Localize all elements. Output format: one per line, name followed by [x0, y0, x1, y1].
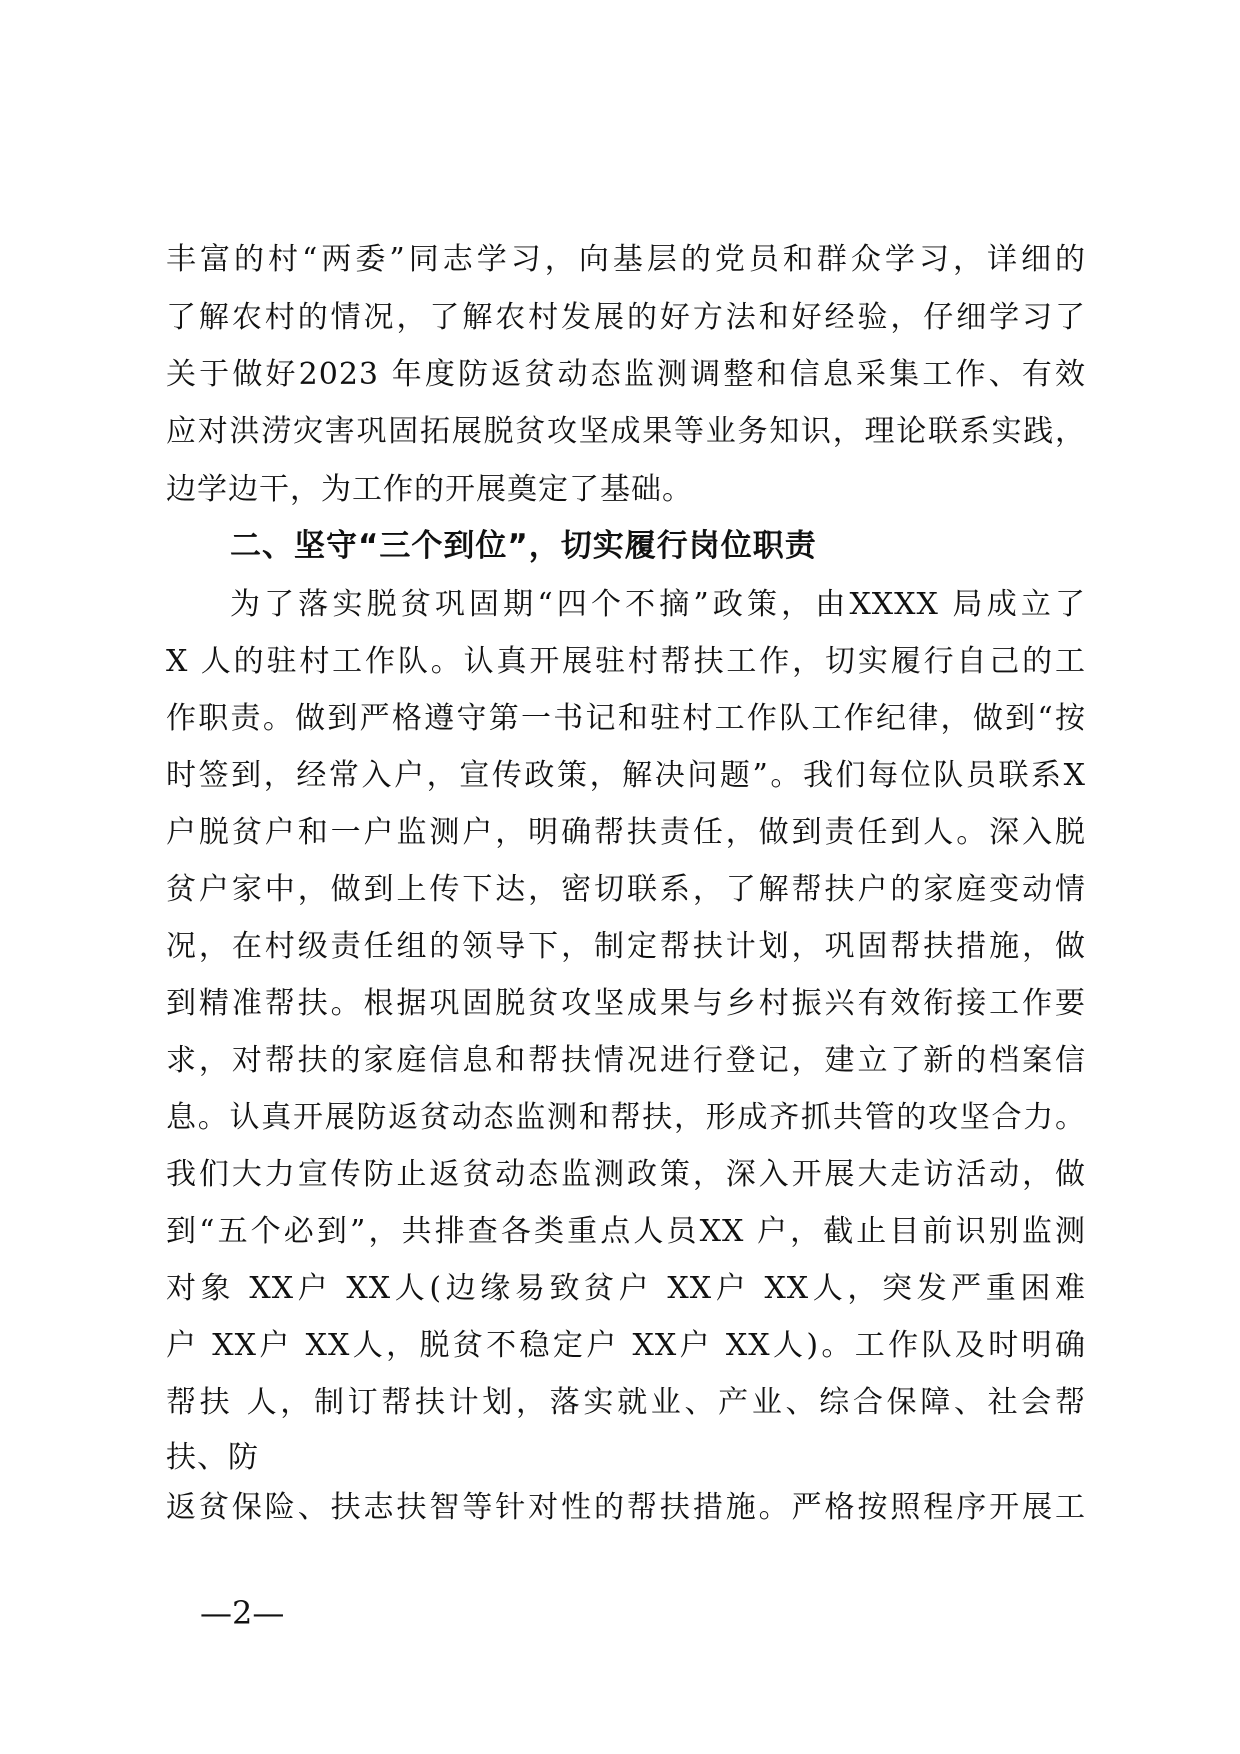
paragraph-line: 求，对帮扶的家庭信息和帮扶情况进行登记，建立了新的档案信 [166, 1043, 1086, 1078]
paragraph-line: 应对洪涝灾害巩固拓展脱贫攻坚成果等业务知识，理论联系实践， [166, 414, 1086, 449]
paragraph-line: 况，在村级责任组的领导下，制定帮扶计划，巩固帮扶措施，做 [166, 929, 1086, 964]
paragraph-line: 帮扶 人，制订帮扶计划，落实就业、产业、综合保障、社会帮 [166, 1385, 1086, 1420]
paragraph-line: 边学边干，为工作的开展奠定了基础。 [166, 472, 693, 507]
paragraph-line: 返贫保险、扶志扶智等针对性的帮扶措施。严格按照程序开展工 [166, 1490, 1086, 1525]
paragraph-line: 我们大力宣传防止返贫动态监测政策，深入开展大走访活动，做 [166, 1157, 1086, 1192]
paragraph-line: 为了落实脱贫巩固期“四个不摘”政策，由XXXX 局成立了 [230, 587, 1086, 622]
paragraph-line: 户脱贫户和一户监测户，明确帮扶责任，做到责任到人。深入脱 [166, 815, 1086, 850]
paragraph-line: 息。认真开展防返贫动态监测和帮扶，形成齐抓共管的攻坚合力。 [166, 1100, 1086, 1135]
paragraph-line: 户 XX户 XX人，脱贫不稳定户 XX户 XX人)。工作队及时明确 [166, 1328, 1086, 1363]
paragraph-line: 贫户家中，做到上传下达，密切联系，了解帮扶户的家庭变动情 [166, 872, 1086, 907]
paragraph-line: 到精准帮扶。根据巩固脱贫攻坚成果与乡村振兴有效衔接工作要 [166, 986, 1086, 1021]
paragraph-line: 丰富的村“两委”同志学习，向基层的党员和群众学习，详细的 [166, 242, 1086, 277]
paragraph-line: 了解农村的情况，了解农村发展的好方法和好经验，仔细学习了 [166, 300, 1086, 335]
section-heading: 二、坚守“三个到位”，切实履行岗位职责 [230, 528, 817, 564]
paragraph-line: 扶、防 [166, 1440, 259, 1475]
paragraph-line: X 人的驻村工作队。认真开展驻村帮扶工作，切实履行自己的工 [166, 644, 1086, 679]
paragraph-line: 关于做好2023 年度防返贫动态监测调整和信息采集工作、有效 [166, 357, 1086, 392]
paragraph-line: 时签到，经常入户，宣传政策，解决问题”。我们每位队员联系X [166, 758, 1086, 793]
paragraph-line: 作职责。做到严格遵守第一书记和驻村工作队工作纪律，做到“按 [166, 701, 1086, 736]
paragraph-line: 到“五个必到”，共排查各类重点人员XX 户，截止目前识别监测 [166, 1214, 1086, 1249]
paragraph-line: 对象 XX户 XX人(边缘易致贫户 XX户 XX人，突发严重困难 [166, 1271, 1086, 1306]
page-number: —2— [200, 1594, 285, 1632]
